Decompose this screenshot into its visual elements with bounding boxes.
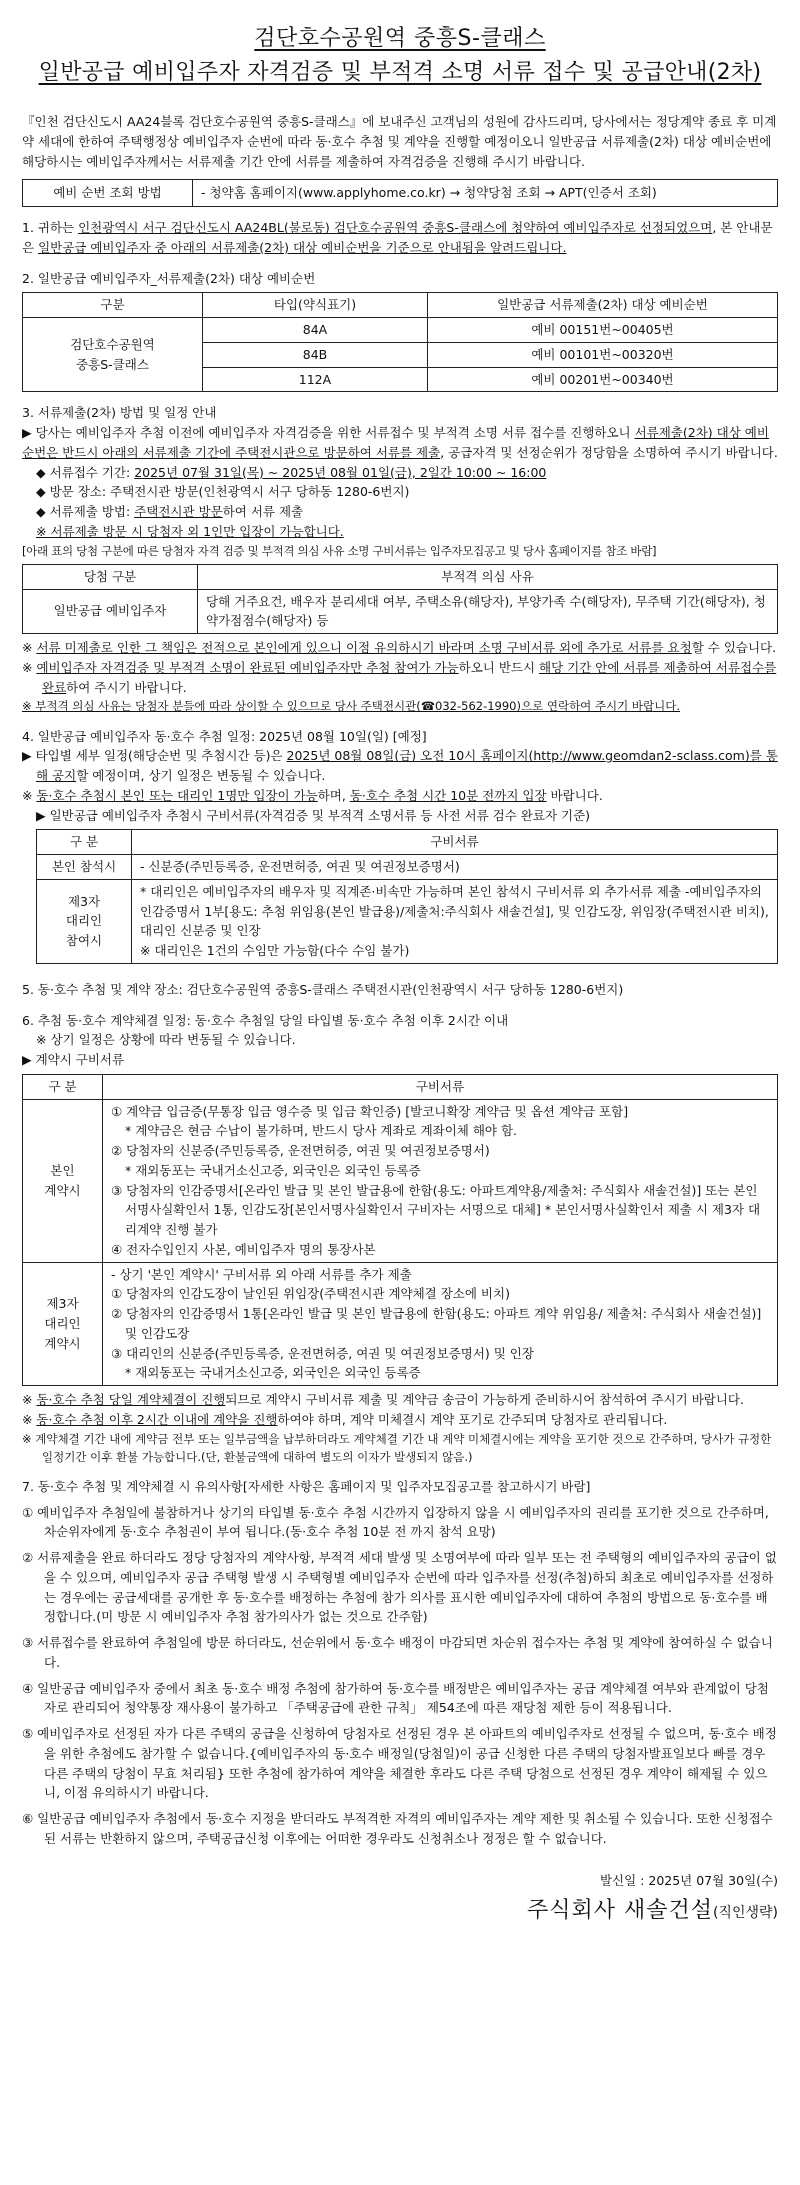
s2-table	[22, 292, 778, 392]
s1-prefix: 1. 귀하는	[22, 220, 79, 236]
s6-n1b: 되므로 계약시 구비서류 제출 및 계약금 송금이 가능하게 준비하시어 참석하여 주시기 바랍니다.	[225, 1392, 744, 1407]
s3-header: 당첨 구분	[23, 564, 198, 589]
s3-b3-u: 주택전시관 방문	[134, 504, 223, 520]
s3-p1a: ▶ 당사는 예비입주자 추첨 이전에 예비입주자 자격검증을 위한 서류접수 및 부적격 소명 서류 접수를 진행하오니	[22, 425, 635, 441]
s3-category: 일반공급 예비입주자	[23, 589, 198, 634]
s7-title: 7. 동·호수 추첨 및 계약체결 시 유의사항[자세한 사항은 홈페이지 및 입주자모집공고를 참고하시기 바람]	[22, 1478, 591, 1494]
s6-n1a: ※	[22, 1392, 37, 1407]
s6-n2u: 동·호수 추첨 이후 2시간 이내에 계약을 진행	[36, 1411, 278, 1427]
s3-n2a: ※	[22, 659, 37, 675]
s7-item: ⑤ 예비입주자로 선정된 자가 다른 주택의 공급을 신청하여 당첨자로 선정된 경우 본 아파트의 예비입주자로 선정될 수 없으며, 동·호수 배정을 위한 추첨에도 참가할 수 없습니다.{예비입주자의 동·호수 배정일(당첨일)이 공급 신청한 다른 주택의 당첨자발표일보다 빠를 경우 다른 주택의 당첨이 무효 처리됨} 또한 추첨에 참가하여 계약을 체결한 후라도 다른 주택 당첨으로 선정된 경우 계약이 해제될 수 있으니, 이점 유의하시기 바랍니다.	[22, 1726, 777, 1801]
section-4	[22, 727, 778, 964]
s3-header: 부적격 의심 사유	[198, 564, 778, 589]
s3-para-1	[22, 423, 778, 463]
s4-header: 구 분	[37, 830, 132, 855]
seal-note: (직인생략)	[712, 1905, 778, 1922]
s1-underline-1b: 었으며	[676, 220, 713, 236]
s7-item: ⑥ 일반공급 예비입주자 추첨에서 동·호수 지정을 받더라도 부적격한 자격의 예비입주자는 계약 제한 및 취소될 수 있습니다. 또한 신청접수 된 서류는 반환하지 않으며, 주택공급신청 이후에는 어떠한 경우라도 신청취소나 정정은 할 수 없습니다.	[22, 1811, 773, 1846]
section-2	[22, 269, 778, 393]
s6-item: ③ 당첨자의 인감증명서[온라인 발급 및 본인 발급용에 한함(용도: 아파트계약용/제출처: 주식회사 새솔건설)] 또는 본인서명사실확인서 1통, 인감도장[본인서명사실확인서 구비자는 서명으로 대체] * 본인서명사실확인서 제출 시 제3자 대리계약 진행 불가	[111, 1182, 761, 1237]
section-1	[22, 218, 778, 258]
intro-paragraph: 『인천 검단신도시 AA24블록 검단호수공원역 중흥S-클래스』에 보내주신 고객님의 성원에 감사드리며, 당사에서는 정당계약 종료 후 미계약 세대에 한하여 주택행정상 예비입주자 순번에 따라 동·호수 추첨 및 계약을 진행할 예정이오니 일반공급 서류제출(2차) 대상 예비순번에 해당하시는 예비입주자께서는 서류제출 기간 안에 서류를 제출하여 자격검증을 진행해 주시기 바랍니다.	[22, 114, 777, 169]
section-6	[22, 1011, 778, 1466]
s4-table	[36, 829, 778, 964]
s6-header: 구 분	[23, 1074, 103, 1099]
s6-header: 구비서류	[103, 1074, 778, 1099]
s2-type: 84B	[203, 342, 428, 367]
company-name: 주식회사 새솔건설	[526, 1898, 713, 1924]
lookup-label: 예비 순번 조회 방법	[23, 180, 193, 207]
s4-p1a: ▶ 타입별 세부 일정(해당순번 및 추첨시간 등)은	[22, 748, 287, 764]
section-7	[22, 1477, 778, 1849]
s3-note-3: ※ 부적격 의심 사유는 당첨자 분들에 따라 상이할 수 있으므로 당사 주택전시관(☎032-562-1990)으로 연락하여 주시기 바랍니다.	[22, 699, 681, 714]
s4-row-value	[132, 879, 778, 963]
s2-range: 예비 00201번~00340번	[428, 367, 778, 392]
s6-note-2	[22, 1410, 778, 1430]
page-title: 검단호수공원역 중흥S-클래스	[254, 26, 546, 51]
s6-item: ① 계약금 입금증(무통장 입금 영수증 및 입금 확인증) [발코니확장 계약금 및 옵션 계약금 포함]	[111, 1103, 629, 1119]
s6-n2a: ※	[22, 1411, 37, 1427]
s3-bullet-method	[22, 502, 778, 522]
s3-b1-value: 2025년 07월 31일(목) ~ 2025년 08월 01일(금), 2일간 10:00 ~ 16:00	[134, 464, 547, 480]
s3-note-2	[22, 658, 778, 698]
s4-p2b: 하며,	[317, 787, 350, 803]
s6-item: - 상기 '본인 계약시' 구비서류 외 아래 서류를 추가 제출	[111, 1266, 412, 1282]
s4-header: 구비서류	[132, 830, 778, 855]
s3-b3-label: ◆ 서류제출 방법:	[36, 504, 135, 520]
s4-p2a: ※	[22, 787, 37, 803]
s3-p1b: , 공급자격 및 선정순위가 정당함을 소명하여 주시기 바랍니다.	[440, 444, 778, 460]
section-3	[22, 403, 778, 715]
s3-n2u2: 해당 기간 안에 서류를 제출하여 서류접수를 완료	[42, 659, 777, 695]
s3-title: 3. 서류제출(2차) 방법 및 일정 안내	[22, 405, 217, 421]
page-subtitle: 일반공급 예비입주자 자격검증 및 부적격 소명 서류 접수 및 공급안내(2차)	[38, 60, 762, 86]
s3-p1u: 서류제출(2차) 대상 예비순번은 반드시 아래의 서류제출 기간에 주택전시관으로 방문하여 서류를 제출	[22, 425, 769, 460]
s1-underline-1: 인천광역시 서구 검단신도시 AA24BL(불로동) 검단호수공원역 중흥S-클래스에 청약하여 예비입주자로 선정되	[78, 220, 677, 236]
s3-n1a: ※	[22, 640, 37, 656]
s1-underline-2: 일반공급 예비입주자 중 아래의 서류제출(2차) 대상 예비순번을 기준으로 안내됨을 알려드립니다.	[38, 239, 567, 255]
s4-proxy-note: ※ 대리인은 1건의 수임만 가능함(다수 수임 불가)	[140, 943, 410, 958]
s3-n1b: 할 수 있습니다.	[691, 640, 777, 656]
lookup-value: - 청약홈 홈페이지(www.applyhome.co.kr) → 청약당첨 조회 → APT(인증서 조회)	[193, 180, 778, 207]
title-block	[22, 22, 778, 90]
s3-bullet-place: ◆ 방문 장소: 주택전시관 방문(인천광역시 서구 당하동 1280-6번지)	[36, 484, 410, 500]
s4-p2u1: 동·호수 추첨시 본인 또는 대리인 1명만 입장이 가능	[36, 787, 318, 803]
s6-n1u: 동·호수 추첨 당일 계약체결이 진행	[36, 1392, 226, 1407]
company-signature	[22, 1894, 778, 1929]
s2-title: 2. 일반공급 예비입주자_서류제출(2차) 대상 예비순번	[22, 270, 316, 286]
s3-b3-tail: 하여 서류 제출	[222, 504, 304, 520]
s3-note-1	[22, 638, 778, 658]
s3-n2c: 하여 주시기 바랍니다.	[66, 679, 187, 695]
s3-reference: [아래 표의 당첨 구분에 따른 당첨자 자격 검증 및 부적격 의심 사유 소명 구비서류는 입주자모집공고 및 당사 홈페이지를 참조 바람]	[22, 543, 657, 558]
s4-row-label: 본인 참석시	[37, 855, 132, 880]
s4-proxy-docs: * 대리인은 예비입주자의 배우자 및 직계존·비속만 가능하며 본인 참석시 구비서류 외 추가서류 제출 -예비입주자의 인감증명서 1부[용도: 추첨 위임용(본인 발급용)/제출처:주식회사 새솔건설], 및 인감도장, 위임장(주택전시관 비치), 대리인 신분증 및 인장	[140, 883, 769, 939]
s4-p2u2: 동·호수 추첨 시간 10분 전까지 입장	[349, 787, 547, 803]
s6-item: * 계약금은 현금 수납이 불가하며, 반드시 당사 계좌로 계좌이체 해야 함.	[125, 1123, 518, 1139]
s4-para-1	[22, 746, 778, 786]
s3-bullet-period	[22, 463, 778, 483]
s2-header: 타입(약식표기)	[203, 293, 428, 318]
s4-para-2	[22, 786, 778, 806]
s4-row-value: - 신분증(주민등록증, 운전면허증, 여권 및 여권정보증명서)	[132, 855, 778, 880]
s2-header: 일반공급 서류제출(2차) 대상 예비순번	[428, 293, 778, 318]
s4-p1u: 2025년 08월 08일(금) 오전 10시 홈페이지(http://www.geomdan2-sclass.com)를 통해 공지	[36, 748, 778, 783]
issue-date: 발신일 : 2025년 07월 30일(수)	[599, 1872, 778, 1888]
s6-item: * 재외동포는 국내거소신고증, 외국인은 외국인 등록증	[125, 1162, 421, 1178]
s6-item: ③ 대리인의 신분증(주민등록증, 운전면허증, 여권 및 여권정보증명서) 및 인장	[111, 1345, 534, 1361]
s2-header: 구분	[23, 293, 203, 318]
s3-n2u1: 예비입주자 자격검증 및 부적격 소명이 완료된 예비입주자만 추첨 참여가 가능	[36, 659, 459, 675]
s6-sub: ▶ 계약시 구비서류	[22, 1052, 125, 1067]
s6-item: ② 당첨자의 인감증명서 1통[온라인 발급 및 본인 발급용에 한함(용도: 아파트 계약 위임용/ 제출처: 주식회사 새솔건설)] 및 인감도장	[111, 1306, 762, 1341]
s6-item: ④ 전자수입인지 사본, 예비입주자 명의 통장사본	[111, 1241, 376, 1257]
s6-title: 6. 추첨 동·호수 계약체결 일정: 동·호수 추첨일 당일 타입별 동·호수 추첨 이후 2시간 이내	[22, 1012, 509, 1028]
s6-row-label: 본인 계약시	[23, 1099, 103, 1262]
s6-item: ① 당첨자의 인감도장이 날인된 위임장(주택전시관 계약체결 장소에 비치)	[111, 1286, 510, 1302]
s6-item: ② 당첨자의 신분증(주민등록증, 운전면허증, 여권 및 여권정보증명서)	[111, 1143, 490, 1158]
s3-b1-label: ◆ 서류접수 기간:	[36, 464, 135, 480]
s7-item: ② 서류제출을 완료 하더라도 정당 당첨자의 계약사항, 부적격 세대 발생 및 소명여부에 따라 일부 또는 전 주택형의 예비입주자의 공급이 없을 수 있으며, 예비입주자 공급 주택형 발생 시 주택형별 예비입주자 순번에 따라 입주자를 선정(추첨)하되 최초로 예비입주자를 선정하는 경우에는 공급세대를 공개한 후 동·호수를 배정하는 추첨에 참가 의사를 표시한 예비입주자에 대하여 추첨의 방법으로 동·호수를 배정합니다.(미 방문 시 예비입주자 추첨 참가의사가 없는 것으로 간주함)	[22, 1550, 777, 1625]
s6-n2b: 하여야 하며, 계약 미체결시 계약 포기로 간주되며 당첨자로 관리됩니다.	[277, 1411, 668, 1427]
s7-item: ④ 일반공급 예비입주자 중에서 최초 동·호수 배정 추첨에 참가하여 동·호수를 배정받은 예비입주자는 공급 계약체결 여부와 관계없이 당첨자로 관리되어 청약통장 재사용이 불가하고 「주택공급에 관한 규칙」 제54조에 따른 재당첨 제한 등이 적용됩니다.	[22, 1680, 769, 1716]
s2-division: 검단호수공원역 중흥S-클래스	[23, 318, 203, 392]
s2-type: 84A	[203, 318, 428, 343]
s1-mid: , 본 안내문은	[22, 220, 773, 255]
s3-reason: 당해 거주요건, 배우자 분리세대 여부, 주택소유(해당자), 부양가족 수(해당자), 무주택 기간(해당자), 청약가점점수(해당자) 등	[198, 589, 778, 634]
s6-note-1	[22, 1390, 778, 1410]
s6-note-3: ※ 계약체결 기간 내에 계약금 전부 또는 일부금액을 납부하더라도 계약체결 기간 내 계약 미체결시에는 계약을 포기한 것으로 간주하며, 당사가 규정한 일정기간 이후 환불 가능합니다.(단, 환불금액에 대하여 별도의 이자가 발생되지 않음.)	[22, 1431, 772, 1464]
s4-para-3: ▶ 일반공급 예비입주자 추첨시 구비서류(자격검증 및 부적격 소명서류 등 사전 서류 검수 완료자 기준)	[36, 807, 591, 823]
s3-bullet-visit: ※ 서류제출 방문 시 당첨자 외 1인만 입장이 가능합니다.	[36, 523, 344, 539]
s6-row-value	[103, 1099, 778, 1262]
s2-range: 예비 00151번~00405번	[428, 318, 778, 343]
s7-item: ③ 서류접수를 완료하여 추첨일에 방문 하더라도, 선순위에서 동·호수 배정이 마감되면 차순위 접수자는 추첨 및 계약에 참여하실 수 없습니다.	[22, 1635, 773, 1670]
section-5: 5. 동·호수 추첨 및 계약 장소: 검단호수공원역 중흥S-클래스 주택전시관(인천광역시 서구 당하동 1280-6번지)	[22, 981, 624, 997]
s6-row-value	[103, 1262, 778, 1386]
s6-note: ※ 상기 일정은 상황에 따라 변동될 수 있습니다.	[36, 1032, 296, 1048]
s2-type: 112A	[203, 367, 428, 392]
s2-range: 예비 00101번~00320번	[428, 342, 778, 367]
s6-item: * 재외동포는 국내거소신고증, 외국인은 외국인 등록증	[125, 1365, 421, 1381]
s6-table	[22, 1074, 778, 1386]
s4-row-label: 제3자 대리인 참여시	[37, 879, 132, 963]
s4-p1b: 할 예정이며, 상기 일정은 변동될 수 있습니다.	[76, 768, 326, 783]
s4-title: 4. 일반공급 예비입주자 동·호수 추첨 일정: 2025년 08월 10일(일) [예정]	[22, 728, 427, 744]
s3-table	[22, 564, 778, 634]
s3-n2b: 하오니 반드시	[458, 659, 540, 675]
s6-row-label: 제3자 대리인 계약시	[23, 1262, 103, 1386]
s3-n1u: 서류 미제출로 인한 그 책임은 전적으로 본인에게 있으니 이점 유의하시기 바라며 소명 구비서류 외에 추가로 서류를 요청	[36, 640, 692, 656]
s4-p2c: 바랍니다.	[546, 787, 603, 803]
lookup-table	[22, 179, 778, 207]
s7-item: ① 예비입주자 추첨일에 불참하거나 상기의 타입별 동·호수 추첨 시간까지 입장하지 않을 시 예비입주자의 권리를 포기한 것으로 간주하며, 차순위자에게 동·호수 추첨권이 부여 됩니다.(동·호수 추첨 10분 전 까지 참석 요망)	[22, 1504, 769, 1540]
